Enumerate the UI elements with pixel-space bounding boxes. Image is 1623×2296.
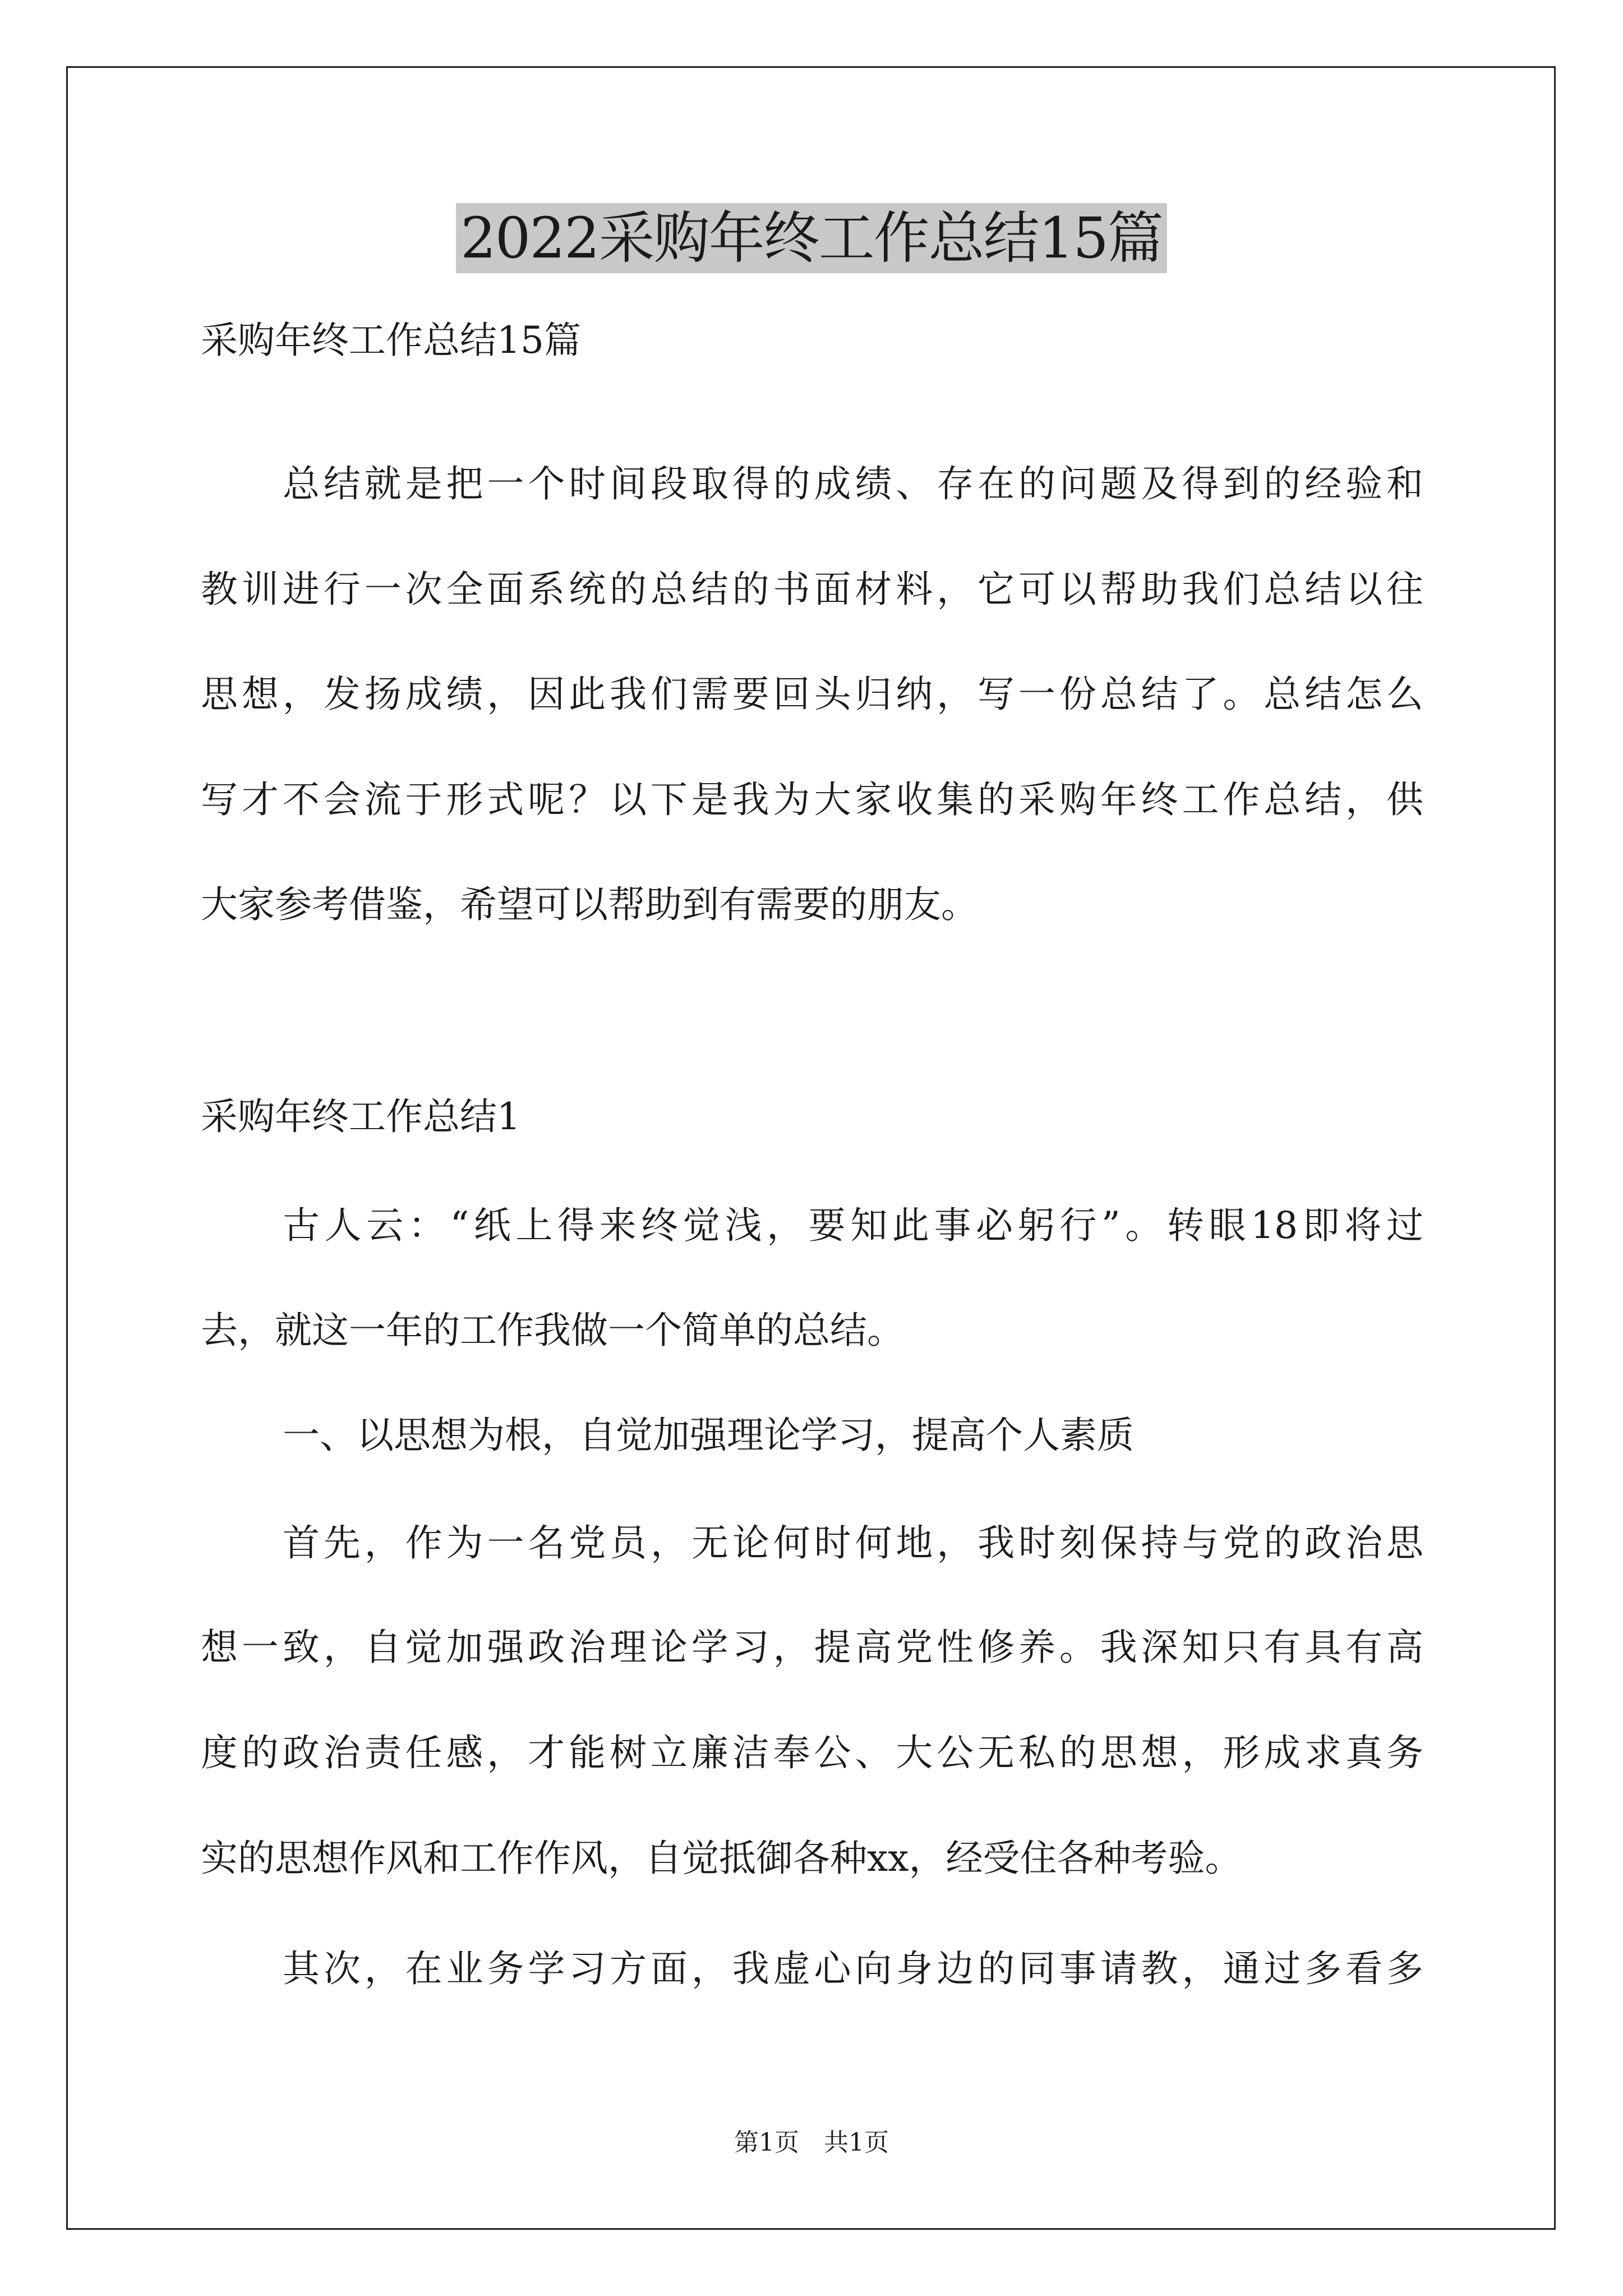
first-paragraph-line-1: 首先，作为一名党员，无论何时何地，我时刻保持与党的政治思	[283, 1521, 1423, 1565]
title-text: 2022采购年终工作总结15篇	[456, 203, 1167, 273]
intro-line-2: 教训进行一次全面系统的总结的书面材料，它可以帮助我们总结以往	[201, 568, 1423, 611]
page-number: 第1页 共1页	[734, 2128, 889, 2157]
page-border	[66, 66, 1556, 2230]
intro-line-3: 思想，发扬成绩，因此我们需要回头归纳，写一份总结了。总结怎么	[201, 673, 1423, 716]
quote-line-1: 古人云：“纸上得来终觉浅，要知此事必躬行”。转眼18即将过	[283, 1204, 1423, 1247]
section-heading: 采购年终工作总结1	[201, 1095, 520, 1138]
intro-line-4: 写才不会流于形式呢？以下是我为大家收集的采购年终工作总结，供	[201, 778, 1423, 821]
subtitle: 采购年终工作总结15篇	[201, 319, 581, 362]
document-title	[0, 199, 1623, 278]
first-paragraph-line-2: 想一致，自觉加强政治理论学习，提高党性修养。我深知只有具有高	[201, 1626, 1423, 1669]
second-paragraph-line-1: 其次，在业务学习方面，我虚心向身边的同事请教，通过多看多	[283, 1947, 1423, 1990]
quote-line-2: 去，就这一年的工作我做一个简单的总结。	[201, 1309, 904, 1352]
intro-line-5: 大家参考借鉴，希望可以帮助到有需要的朋友。	[201, 883, 978, 926]
first-paragraph-line-4: 实的思想作风和工作作风，自觉抵御各种xx，经受住各种考验。	[201, 1837, 1242, 1880]
first-paragraph-line-3: 度的政治责任感，才能树立廉洁奉公、大公无私的思想，形成求真务	[201, 1731, 1423, 1774]
point-heading: 一、以思想为根，自觉加强理论学习，提高个人素质	[283, 1414, 1134, 1457]
intro-line-1: 总结就是把一个时间段取得的成绩、存在的问题及得到的经验和	[283, 462, 1423, 505]
